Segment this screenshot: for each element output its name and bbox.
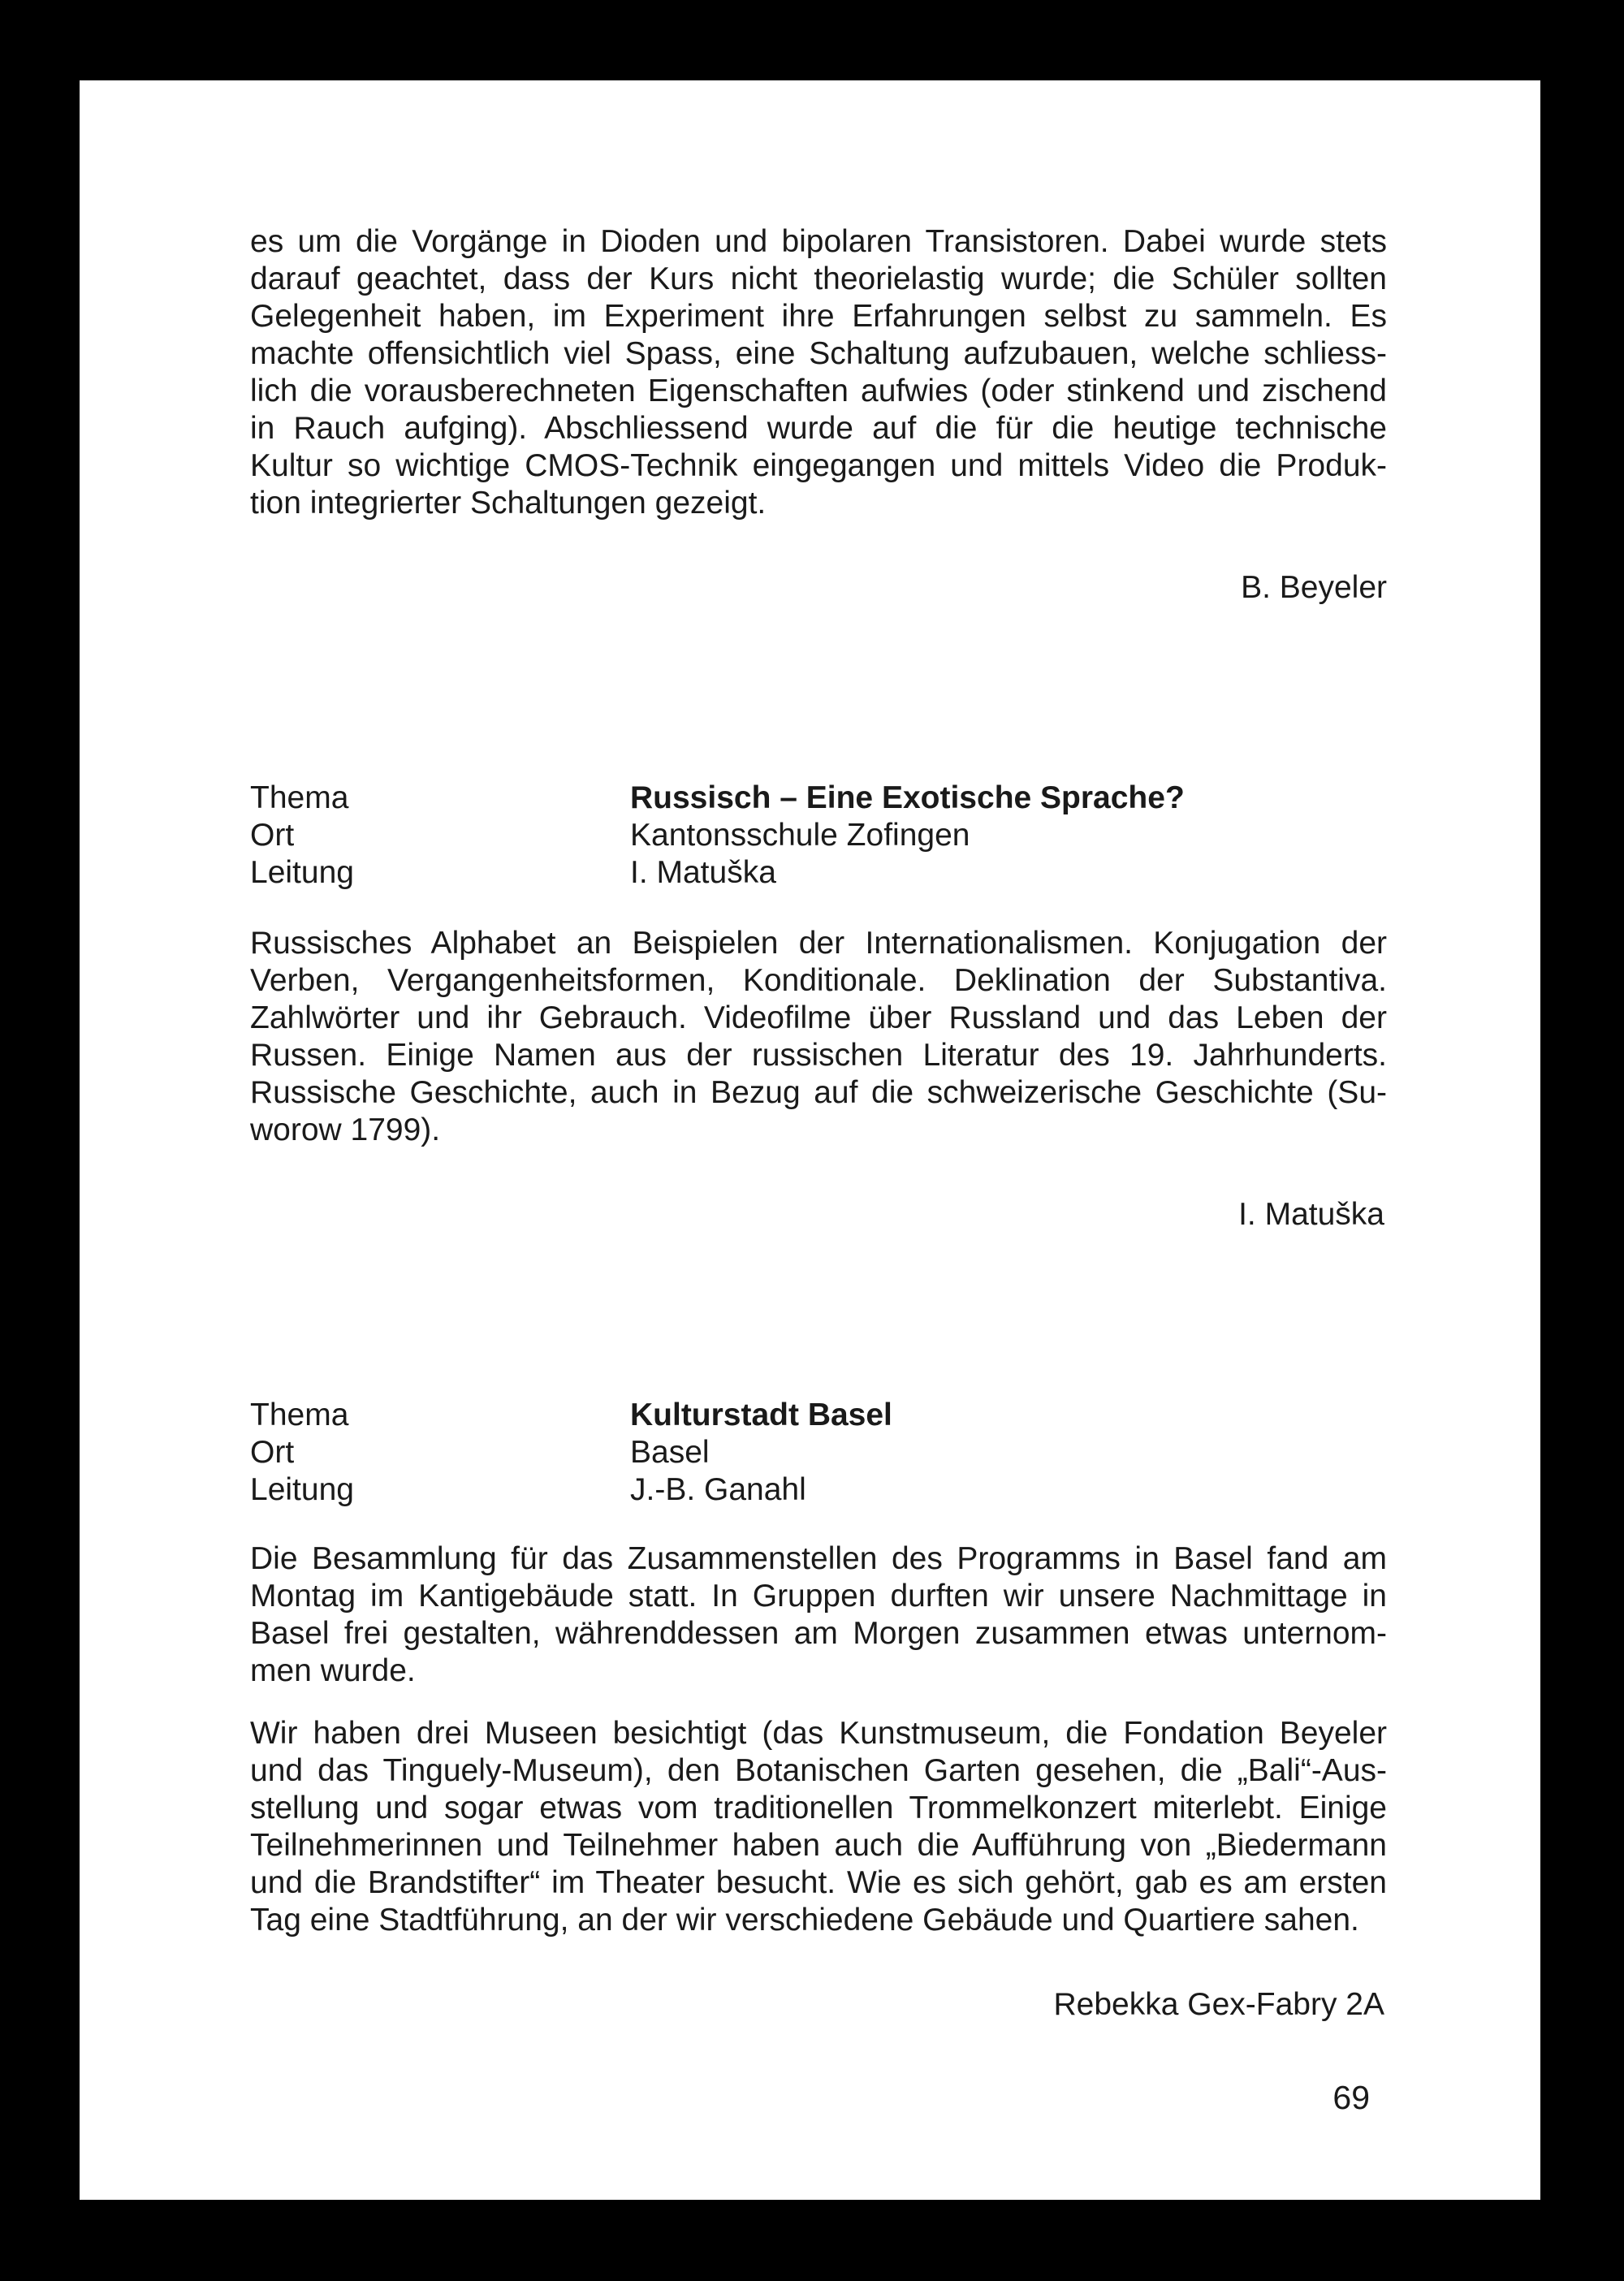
author-signature: Rebekka Gex-Fabry 2A bbox=[1053, 1987, 1384, 2022]
section-electronics-text bbox=[250, 223, 1387, 522]
section-basel-text-2 bbox=[250, 1715, 1387, 1939]
text-line: tion integrierter Schaltungen gezeigt. bbox=[250, 486, 767, 521]
paragraph bbox=[250, 925, 1387, 1149]
text-line: Basel frei gestalten, währenddessen am Morgen zusammen etwas unternom- bbox=[250, 1616, 1387, 1651]
course-place: Kantonsschule Zofingen bbox=[630, 818, 970, 853]
text-line: Tag eine Stadtführung, an der wir verschiedene Gebäude und Quartiere sahen. bbox=[250, 1903, 1359, 1938]
text-line: und die Brandstifter“ im Theater besucht. Wie es sich gehört, gab es am ersten bbox=[250, 1865, 1387, 1900]
paragraph bbox=[250, 1715, 1387, 1939]
course-lead: J.-B. Ganahl bbox=[630, 1472, 806, 1507]
text-line: Verben, Vergangenheitsformen, Konditionale. Deklination der Substantiva. bbox=[250, 963, 1387, 998]
meta-label: Ort bbox=[250, 1435, 295, 1470]
section-basel-text-1 bbox=[250, 1540, 1387, 1690]
text-line: und das Tinguely-Museum), den Botanischen Garten gesehen, die „Bali“-Aus- bbox=[250, 1753, 1387, 1788]
text-line: lich die vorausberechneten Eigenschaften aufwies (oder stinkend und zischend bbox=[250, 374, 1387, 408]
text-line: darauf geachtet, dass der Kurs nicht theorielastig wurde; die Schüler sollten bbox=[250, 261, 1387, 296]
text-line: stellung und sogar etwas vom traditionellen Trommelkonzert miterlebt. Einige bbox=[250, 1791, 1387, 1825]
text-line: Russen. Einige Namen aus der russischen Literatur des 19. Jahrhunderts. bbox=[250, 1038, 1387, 1073]
paragraph bbox=[250, 223, 1387, 522]
meta-label: Ort bbox=[250, 818, 295, 853]
text-line: worow 1799). bbox=[250, 1112, 441, 1147]
author-signature: I. Matuška bbox=[1238, 1197, 1384, 1232]
text-line: men wurde. bbox=[250, 1653, 416, 1688]
text-line: es um die Vorgänge in Dioden und bipolaren Transistoren. Dabei wurde stets bbox=[250, 224, 1387, 259]
meta-label: Thema bbox=[250, 780, 349, 815]
text-line: in Rauch aufging). Abschliessend wurde auf die für die heutige technische bbox=[250, 411, 1387, 446]
section-russian-text bbox=[250, 925, 1387, 1149]
paragraph bbox=[250, 1540, 1387, 1690]
course-lead: I. Matuška bbox=[630, 855, 776, 890]
text-line: Wir haben drei Museen besichtigt (das Kunstmuseum, die Fondation Beyeler bbox=[250, 1716, 1387, 1751]
meta-label: Leitung bbox=[250, 1472, 354, 1507]
text-line: Russisches Alphabet an Beispielen der Internationalismen. Konjugation der bbox=[250, 926, 1387, 961]
text-line: Montag im Kantigebäude statt. In Gruppen durften wir unsere Nachmittage in bbox=[250, 1579, 1387, 1614]
meta-label: Leitung bbox=[250, 855, 354, 890]
meta-label: Thema bbox=[250, 1398, 349, 1432]
course-place: Basel bbox=[630, 1435, 710, 1470]
text-line: Russische Geschichte, auch in Bezug auf die schweizerische Geschichte (Su- bbox=[250, 1075, 1387, 1110]
author-signature: B. Beyeler bbox=[1241, 570, 1387, 605]
text-line: Kultur so wichtige CMOS-Technik eingegangen und mittels Video die Produk- bbox=[250, 448, 1387, 483]
course-title: Russisch – Eine Exotische Sprache? bbox=[630, 780, 1185, 815]
text-line: Gelegenheit haben, im Experiment ihre Erfahrungen selbst zu sammeln. Es bbox=[250, 299, 1387, 334]
text-line: Zahlwörter und ihr Gebrauch. Videofilme über Russland und das Leben der bbox=[250, 1000, 1387, 1035]
document-page bbox=[80, 80, 1540, 2200]
course-title: Kulturstadt Basel bbox=[630, 1398, 892, 1432]
text-line: machte offensichtlich viel Spass, eine Schaltung aufzubauen, welche schliess- bbox=[250, 336, 1387, 371]
text-line: Teilnehmerinnen und Teilnehmer haben auch die Aufführung von „Biedermann bbox=[250, 1828, 1387, 1863]
page-number: 69 bbox=[1332, 2079, 1370, 2116]
text-line: Die Besammlung für das Zusammenstellen des Programms in Basel fand am bbox=[250, 1541, 1387, 1576]
